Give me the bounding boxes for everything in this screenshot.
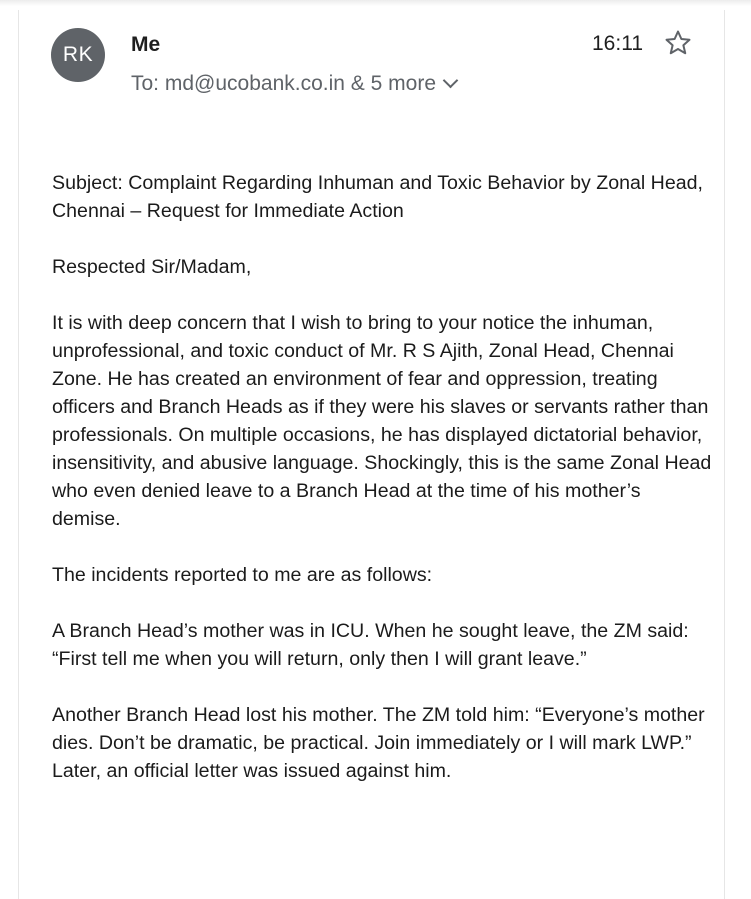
sender-name: Me xyxy=(131,33,161,56)
email-paragraph-intro: It is with deep concern that I wish to bring to your notice the inhuman, unprofessional, and toxic conduct of Mr. R S Ajith, Zonal Head, Chennai Zone. He has created an environment of fear and oppression, treating officers and Branch Heads as if they were his slaves or servants rather than professionals. On multiple occasions, he has displayed dictatorial behavior, insensitivity, and abusive language. Shockingly, this is the same Zonal Head who even denied leave to a Branch Head at the time of his mother’s demise. xyxy=(52,312,712,530)
email-subject: Subject: Complaint Regarding Inhuman and Toxic Behavior by Zonal Head, Chennai – Request for Immediate Action xyxy=(52,172,703,222)
frame-left-border xyxy=(18,10,19,899)
email-paragraph-incident-2: Another Branch Head lost his mother. The ZM told him: “Everyone’s mother dies. Don’t be dramatic, be practical. Join immediately or I will mark LWP.” Later, an official letter was issued against him. xyxy=(52,704,705,782)
timestamp: 16:11 xyxy=(592,32,643,55)
to-label: To: xyxy=(131,72,160,95)
email-paragraph-incidents-heading: The incidents reported to me are as follows: xyxy=(52,564,433,586)
avatar[interactable] xyxy=(51,28,105,82)
email-greeting: Respected Sir/Madam, xyxy=(52,256,252,278)
to-address: md@ucobank.co.in xyxy=(164,72,345,95)
frame-right-border xyxy=(724,10,725,899)
email-header xyxy=(51,28,701,103)
email-body xyxy=(52,169,712,813)
recipients-toggle[interactable] xyxy=(131,72,456,96)
top-shade xyxy=(0,0,751,6)
avatar-initials: RK xyxy=(62,43,94,66)
chevron-down-icon[interactable] xyxy=(443,72,459,88)
email-paragraph-incident-1: A Branch Head’s mother was in ICU. When he sought leave, the ZM said: “First tell me when you will return, only then I will grant leave.” xyxy=(52,620,689,670)
more-recipients: & 5 more xyxy=(350,72,436,95)
star-outline-icon[interactable] xyxy=(663,28,693,58)
